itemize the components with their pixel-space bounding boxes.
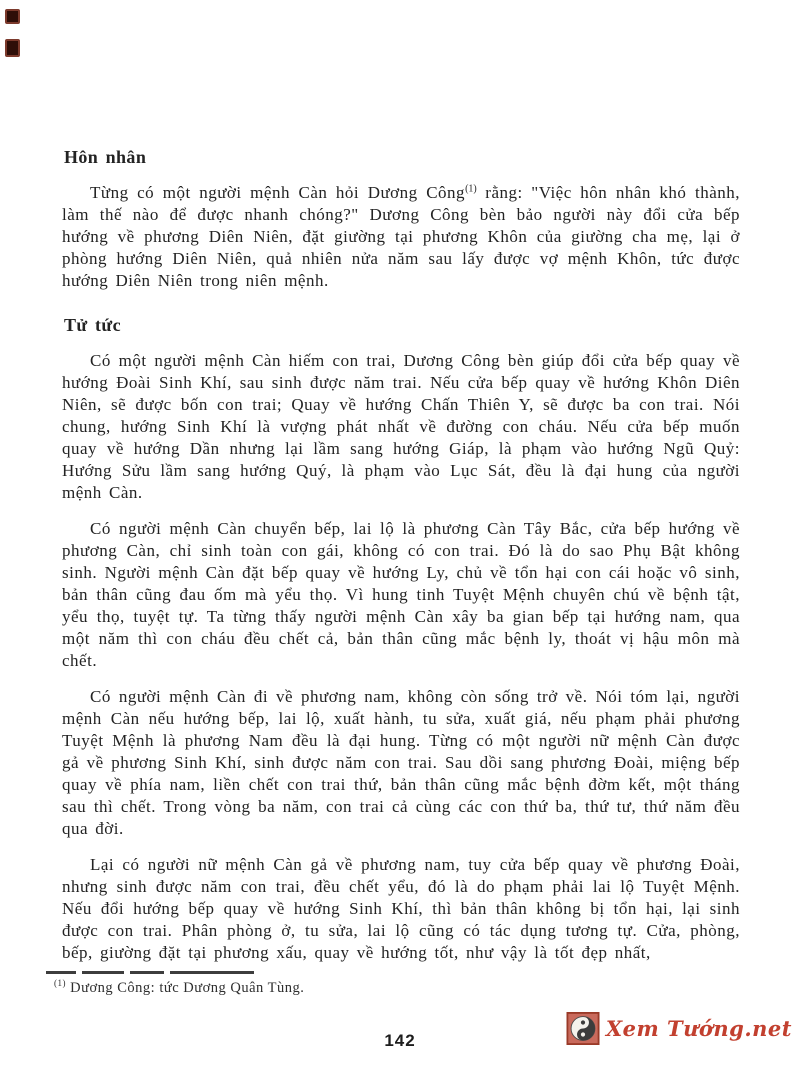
paragraph-marriage xyxy=(62,182,740,292)
footnote xyxy=(54,978,304,997)
paragraph-children-3: Có người mệnh Càn đi về phương nam, không còn sống trở về. Nói tóm lại, người mệnh Càn nếu hướng bếp, lai lộ, xuất hành, tu sửa, xuất giá, nếu phạm phải phương Tuyệt Mệnh là phương Nam đều là đại hung. Từng có một người nữ mệnh Càn được gả về phương Sinh Khí, sinh được năm con trai. Sau dồi sang phương Đoài, miệng bếp quay về phía nam, liền chết con trai thứ, bản thân cũng mắc bệnh đờm kết, một tháng sau thì chết. Trong vòng ba năm, con trai cả cùng các con thứ ba, thứ tư, thứ năm đều qua đời. xyxy=(62,687,740,838)
watermark-logo xyxy=(566,1012,792,1045)
page-number: 142 xyxy=(384,1031,416,1050)
watermark-text: Xem Tướng.net xyxy=(605,1016,792,1041)
paragraph-text: rằng: "Việc hôn nhân khó thành, làm thế nào để được nhanh chóng?" Dương Công bèn bảo người này đổi cửa bếp hướng về phương Diên Niên, đặt giường tại phương Khôn của giường cha mẹ, lại ở phòng hướng Diên Niên, quả nhiên nửa năm sau lấy được vợ mệnh Khôn, tức được hướng Diên Niên trong niên mệnh. xyxy=(62,183,740,290)
scan-artifact-icon xyxy=(5,9,20,24)
scan-artifact-icon xyxy=(5,39,20,57)
section-heading-hon-nhan: Hôn nhân xyxy=(64,147,147,167)
paragraph-children-1: Có một người mệnh Càn hiếm con trai, Dương Công bèn giúp đổi cửa bếp quay về hướng Đoài Sinh Khí, sau sinh được năm trai. Nếu cửa bếp quay về hướng Khôn Diên Niên, sẽ được bốn con trai; Quay về hướng Chấn Thiên Y, sẽ được ba con trai. Nói chung, hướng Sinh Khí là vượng phát nhất về đường con cháu. Nếu cửa bếp muốn quay về hướng Dần nhưng lại lầm sang hướng Giáp, là phạm vào hướng Ngũ Quỷ: Hướng Sửu lầm sang hướng Quý, là phạm vào Lục Sát, đều là đại hung của người mệnh Càn. xyxy=(62,351,740,502)
footnote-separator xyxy=(46,971,254,974)
yin-yang-icon xyxy=(566,1012,600,1045)
paragraph-children-2: Có người mệnh Càn chuyển bếp, lai lộ là phương Càn Tây Bắc, cửa bếp hướng về phương Càn, chỉ sinh toàn con gái, không có con trai. Đó là do sao Phụ Bật không sinh. Người mệnh Càn đặt bếp quay về hướng Ly, chủ về tổn hại con cái hoặc vô sinh, bản thân cũng đau ốm mà yểu thọ. Vì hung tinh Tuyệt Mệnh chuyên chú về bệnh tật, yểu thọ, tuyệt tự. Ta từng thấy người mệnh Càn xây ba gian bếp tại hướng nam, qua một năm thì con cháu đều chết cả, bản thân cũng mắc bệnh ly, thoát vị hậu môn mà chết. xyxy=(62,519,740,670)
paragraph-text: Từng có một người mệnh Càn hỏi Dương Công xyxy=(90,183,466,202)
footnote-marker: (1) xyxy=(54,978,66,988)
page-body xyxy=(62,146,740,978)
footnote-reference: (1) xyxy=(465,183,477,195)
section-heading-tu-tuc: Tử tức xyxy=(64,315,121,335)
footnote-text: Dương Công: tức Dương Quân Tùng. xyxy=(70,979,305,996)
paragraph-children-4: Lại có người nữ mệnh Càn gả về phương nam, tuy cửa bếp quay về phương Đoài, nhưng sinh được năm con trai, đều chết yểu, đó là do phạm phải lai lộ Tuyệt Mệnh. Nếu đổi hướng bếp quay về hướng Sinh Khí, thì bản thân không bị tổn hại, lại sinh được con trai. Phân phòng ở, tu sửa, lai lộ cũng có tác dụng tương tự. Cửa, phòng, bếp, giường đặt tại phương xấu, quay về hướng tốt, như vậy là tốt đẹp nhất, xyxy=(62,855,740,962)
